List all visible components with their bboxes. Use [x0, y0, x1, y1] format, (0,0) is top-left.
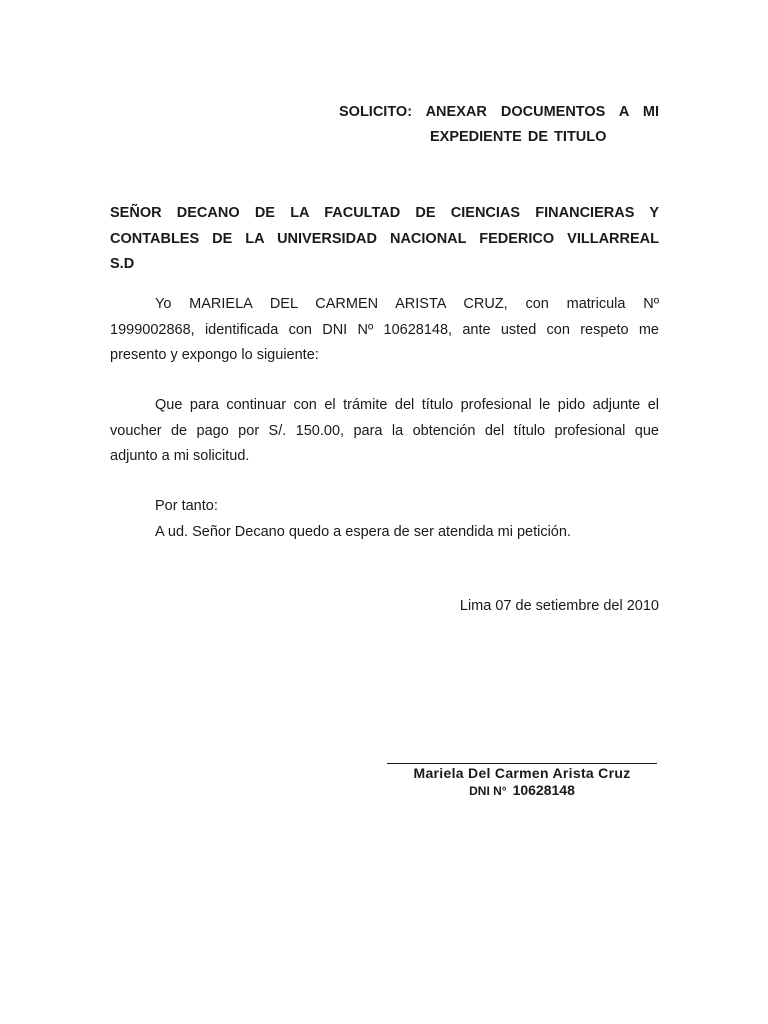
paragraph-request [110, 393, 659, 470]
paragraph-request-line-2: voucher de pago por S/. 150.00, para la obtención del título profesional que [110, 422, 659, 439]
subject-line-2: EXPEDIENTE DE TITULO [430, 129, 607, 145]
date-line: Lima 07 de setiembre del 2010 [459, 598, 659, 614]
signature-dni-number: 10628148 [512, 782, 575, 798]
addressee-line-3: S.D [110, 256, 135, 272]
signature-dni-label: DNI N° [469, 784, 507, 798]
addressee-block [110, 201, 659, 278]
paragraph-request-line-1: Que para continuar con el trámite del título profesional le pido adjunte el [155, 397, 659, 413]
paragraph-intro [110, 292, 659, 369]
signature-dni [387, 781, 657, 800]
closing-line-1: Por tanto: [155, 498, 218, 514]
addressee-line-2: CONTABLES DE LA UNIVERSIDAD NACIONAL FEDERICO VILLARREAL [110, 230, 659, 247]
paragraph-intro-line-2: 1999002868, identificada con DNI Nº 10628148, ante usted con respeto me [110, 321, 659, 338]
signature-name: Mariela Del Carmen Arista Cruz [413, 765, 631, 781]
closing-block [155, 494, 571, 545]
closing-line-2: A ud. Señor Decano quedo a espera de ser atendida mi petición. [155, 523, 571, 540]
paragraph-intro-line-1: Yo MARIELA DEL CARMEN ARISTA CRUZ, con matricula Nº [155, 296, 659, 312]
paragraph-intro-line-3: presento y expongo lo siguiente: [110, 347, 319, 363]
paragraph-request-line-3: adjunto a mi solicitud. [110, 448, 250, 464]
subject-line-1: SOLICITO: ANEXAR DOCUMENTOS A MI [339, 104, 659, 120]
addressee-line-1: SEÑOR DECANO DE LA FACULTAD DE CIENCIAS FINANCIERAS Y [110, 205, 659, 221]
